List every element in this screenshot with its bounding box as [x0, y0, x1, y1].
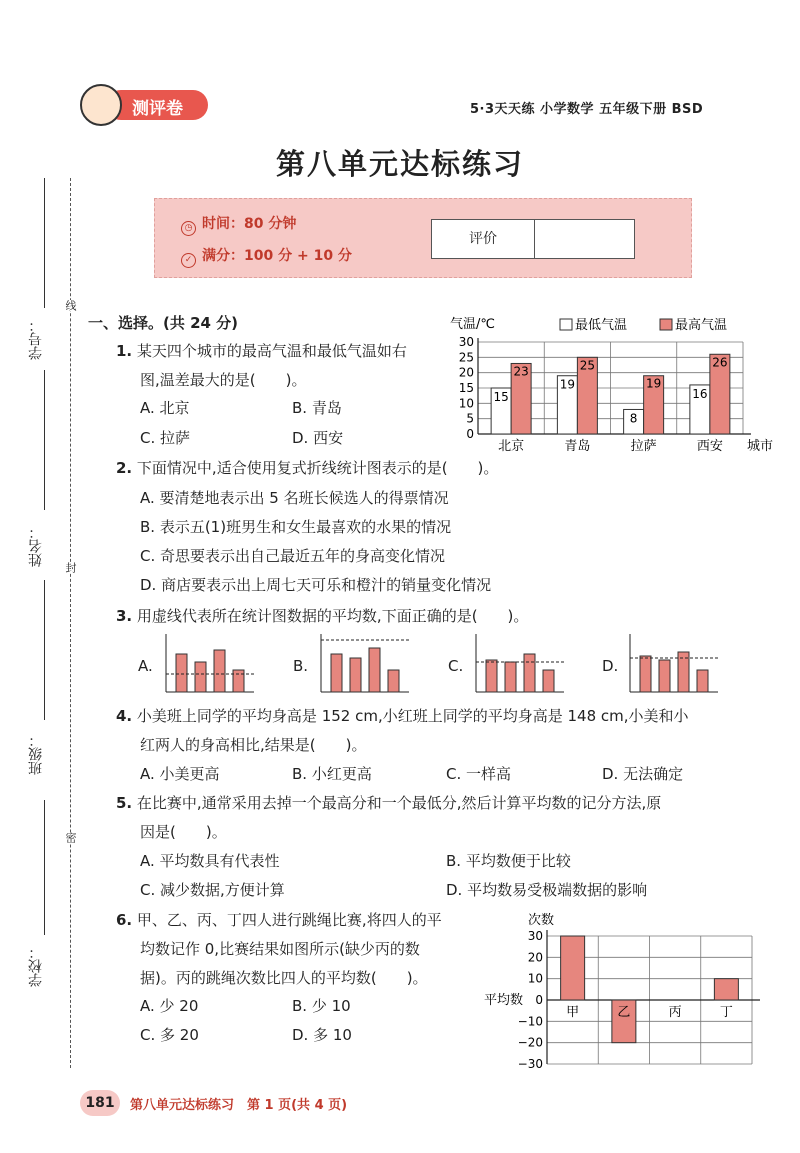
q6-option-b[interactable]: B. 少 10 — [292, 997, 351, 1015]
chart2-ylabel: 次数 — [528, 913, 555, 928]
score-text: 满分：100 分 + 10 分 — [202, 248, 352, 264]
q4-line2: 红两人的身高相比,结果是( )。 — [140, 736, 367, 754]
q3-option-d[interactable]: D. — [602, 657, 619, 675]
legend-swatch-low — [560, 319, 572, 330]
x-tick-label: 丁 — [719, 1005, 733, 1020]
q5-option-a[interactable]: A. 平均数具有代表性 — [140, 852, 280, 870]
mini-bar — [524, 654, 535, 692]
x-tick-label: 乙 — [617, 1005, 631, 1020]
data-label-low: 19 — [559, 377, 576, 392]
q6-option-d[interactable]: D. 多 10 — [292, 1026, 352, 1044]
x-tick-label: 拉萨 — [630, 439, 657, 454]
q3-mini-charts — [156, 630, 776, 700]
q4-option-d[interactable]: D. 无法确定 — [602, 765, 684, 783]
q4-option-b[interactable]: B. 小红更高 — [292, 765, 372, 783]
mini-bar — [369, 648, 380, 692]
q3-option-a[interactable]: A. — [138, 657, 153, 675]
page-number: 181 — [80, 1090, 120, 1116]
y-tick-label: −10 — [517, 1014, 543, 1029]
temperature-chart — [448, 310, 778, 460]
q5-option-d[interactable]: D. 平均数易受极端数据的影响 — [446, 881, 648, 899]
mark-feng: 封 — [64, 562, 77, 573]
q2-option-b[interactable]: B. 表示五(1)班男生和女生最喜欢的水果的情况 — [140, 518, 452, 536]
mini-bar — [543, 670, 554, 692]
q3-text: 3. 用虚线代表所在统计图数据的平均数,下面正确的是( )。 — [116, 607, 529, 625]
x-tick-label: 北京 — [498, 439, 525, 454]
chart1-xlabel: 城市 — [747, 439, 774, 454]
q1-line2: 图,温差最大的是( )。 — [140, 371, 307, 389]
y-tick-label: −20 — [517, 1035, 543, 1050]
q5-line1: 5. 在比赛中,通常采用去掉一个最高分和一个最低分,然后计算平均数的记分方法,原 — [116, 794, 662, 812]
y-tick-label: 5 — [466, 411, 474, 426]
evaluation-box — [431, 219, 635, 259]
q5-option-b[interactable]: B. 平均数便于比较 — [446, 852, 571, 870]
y-tick-label: 15 — [458, 381, 474, 395]
footer-text: 第八单元达标练习 第 1 页(共 4 页) — [130, 1098, 348, 1113]
mini-bar — [331, 654, 342, 692]
xuehao-label: 学号： — [28, 318, 44, 360]
y-tick-label: 20 — [458, 365, 474, 380]
time-text: 时间：80 分钟 — [202, 216, 297, 232]
cut-line — [70, 178, 71, 1068]
q4-option-a[interactable]: A. 小美更高 — [140, 765, 220, 783]
y-tick-label: 10 — [458, 396, 474, 411]
x-tick-label: 丙 — [668, 1005, 682, 1020]
q1-option-c[interactable]: C. 拉萨 — [140, 429, 191, 447]
data-label-low: 8 — [629, 411, 638, 426]
data-label-low: 16 — [692, 386, 708, 401]
score-line — [181, 245, 352, 268]
q6-option-c[interactable]: C. 多 20 — [140, 1026, 199, 1044]
mini-bar — [233, 670, 244, 692]
mini-bar — [350, 658, 361, 692]
y-tick-label: 30 — [458, 335, 474, 349]
y-tick-label: 0 — [535, 993, 543, 1007]
q2-option-c[interactable]: C. 奇思要表示出自己最近五年的身高变化情况 — [140, 547, 446, 565]
banji-label: 班级： — [28, 733, 44, 775]
y-tick-label: 20 — [527, 950, 543, 965]
q5-option-c[interactable]: C. 减少数据,方便计算 — [140, 881, 285, 899]
legend-low: 最低气温 — [575, 318, 628, 333]
mini-bar — [505, 662, 516, 692]
y-tick-label: 10 — [527, 971, 543, 986]
xingming-label: 姓名： — [28, 525, 44, 567]
q6-option-a[interactable]: A. 少 20 — [140, 997, 199, 1015]
x-tick-label: 青岛 — [564, 439, 591, 454]
badge — [80, 84, 210, 124]
mini-bar — [195, 662, 206, 692]
y-tick-label: 25 — [458, 350, 474, 365]
q6-line3: 据)。丙的跳绳次数比四人的平均数( )。 — [140, 969, 428, 987]
data-label-high: 23 — [513, 364, 529, 379]
xingming-line — [44, 370, 45, 510]
check-icon: ✓ — [181, 253, 196, 268]
q5-line2: 因是( )。 — [140, 823, 227, 841]
evaluation-label: 评价 — [432, 220, 535, 258]
section-heading: 一、选择。(共 24 分) — [88, 314, 239, 332]
q1-option-a[interactable]: A. 北京 — [140, 399, 190, 417]
q3-option-c[interactable]: C. — [448, 657, 464, 675]
x-tick-label: 西安 — [696, 439, 723, 454]
legend-swatch-high — [660, 319, 672, 330]
q1-option-b[interactable]: B. 青岛 — [292, 399, 342, 417]
xuexiao-line — [44, 800, 45, 935]
mini-bar — [640, 656, 651, 692]
data-label-high: 26 — [712, 355, 728, 370]
mark-mi: 密 — [64, 832, 77, 843]
q4-line1: 4. 小美班上同学的平均身高是 152 cm,小红班上同学的平均身高是 148 cm,小美和小 — [116, 707, 689, 725]
q1-option-d[interactable]: D. 西安 — [292, 429, 344, 447]
y-tick-label: −30 — [517, 1057, 543, 1071]
baseline-label: 平均数 — [483, 993, 523, 1008]
info-box — [154, 198, 692, 278]
x-tick-label: 甲 — [566, 1005, 580, 1020]
clock-icon: ◷ — [181, 221, 196, 236]
mini-bar — [486, 660, 497, 692]
q3-option-b[interactable]: B. — [293, 657, 309, 675]
q2-text: 2. 下面情况中,适合使用复式折线统计图表示的是( )。 — [116, 459, 499, 477]
mini-bar — [697, 670, 708, 692]
bar — [714, 979, 738, 1000]
bar — [561, 936, 585, 1000]
data-label-high: 19 — [645, 376, 662, 391]
badge-label: 测评卷 — [132, 99, 183, 119]
xuehao-line — [44, 178, 45, 308]
mini-bar — [214, 650, 225, 692]
data-label-low: 15 — [493, 390, 509, 404]
q2-option-a[interactable]: A. 要清楚地表示出 5 名班长候选人的得票情况 — [140, 489, 449, 507]
mini-bar — [176, 654, 187, 692]
q4-option-c[interactable]: C. 一样高 — [446, 765, 512, 783]
q6-line2: 均数记作 0,比赛结果如图所示(缺少丙的数 — [140, 940, 420, 958]
q1-line1: 1. 某天四个城市的最高气温和最低气温如右 — [116, 342, 407, 360]
xuexiao-label: 学校： — [28, 945, 44, 987]
mini-bar — [659, 660, 670, 692]
mark-xian: 线 — [64, 300, 77, 311]
time-line — [181, 213, 296, 236]
legend-high: 最高气温 — [675, 318, 728, 333]
page-title: 第八单元达标练习 — [275, 147, 524, 181]
book-series: 5·3天天练 小学数学 五年级下册 BSD — [470, 102, 704, 117]
chart1-ylabel: 气温/℃ — [450, 317, 495, 332]
data-label-high: 25 — [579, 358, 596, 373]
rope-skip-chart — [470, 906, 770, 1076]
q6-line1: 6. 甲、乙、丙、丁四人进行跳绳比赛,将四人的平 — [116, 911, 442, 929]
y-tick-label: 0 — [466, 427, 474, 441]
mascot-icon — [80, 84, 122, 126]
q2-option-d[interactable]: D. 商店要表示出上周七天可乐和橙汁的销量变化情况 — [140, 576, 492, 594]
banji-line — [44, 580, 45, 720]
mini-bar — [388, 670, 399, 692]
y-tick-label: 30 — [527, 929, 543, 943]
